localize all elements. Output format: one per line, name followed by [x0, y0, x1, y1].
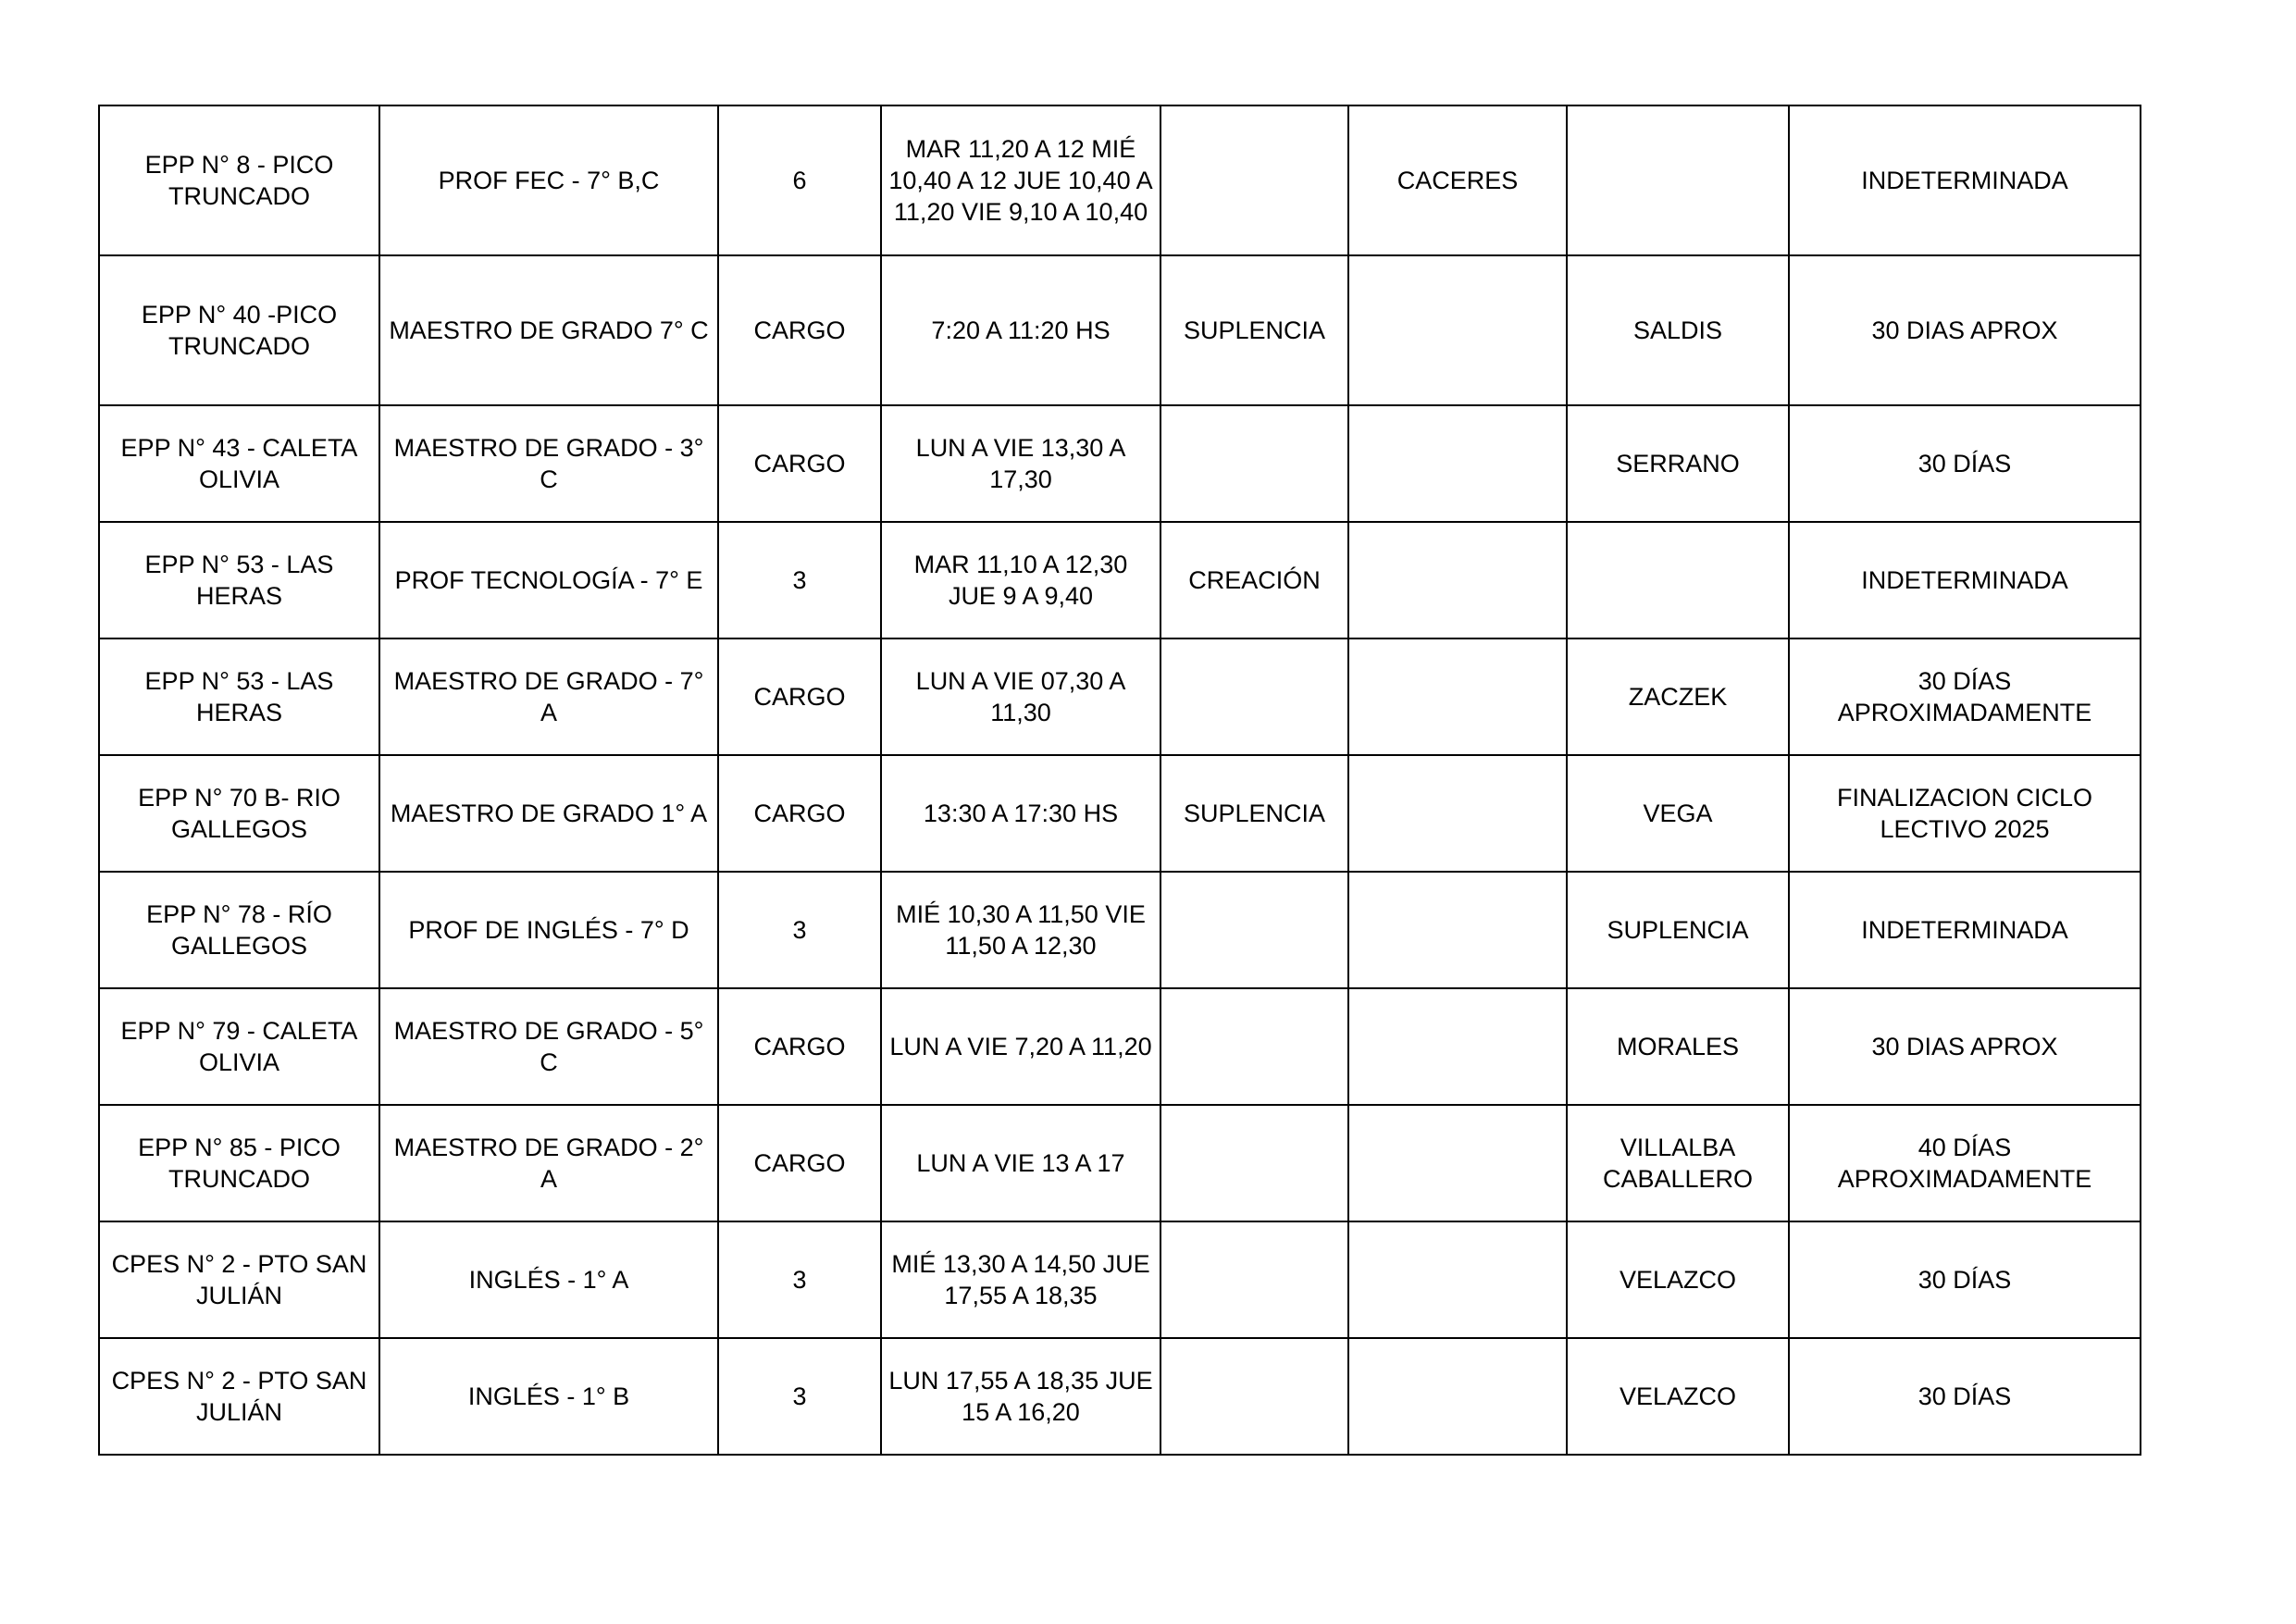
replaced-cell: VEGA: [1567, 755, 1789, 872]
type-cell: [1160, 1221, 1348, 1338]
table-row: [99, 1338, 2141, 1455]
name-cell: [1348, 872, 1567, 988]
position-cell: MAESTRO DE GRADO 1° A: [379, 755, 718, 872]
duration-cell: FINALIZACION CICLO LECTIVO 2025: [1789, 755, 2141, 872]
schedule-cell: LUN A VIE 07,30 A 11,30: [881, 638, 1160, 755]
duration-cell: 30 DIAS APROX: [1789, 255, 2141, 405]
hours-cell: 6: [718, 105, 881, 255]
table-row: [99, 255, 2141, 405]
school-cell: EPP N° 8 - PICO TRUNCADO: [99, 105, 379, 255]
table-row: [99, 755, 2141, 872]
schedule-cell: LUN A VIE 13 A 17: [881, 1105, 1160, 1221]
name-cell: [1348, 1338, 1567, 1455]
hours-cell: CARGO: [718, 405, 881, 522]
schedule-cell: LUN A VIE 13,30 A 17,30: [881, 405, 1160, 522]
hours-cell: 3: [718, 522, 881, 638]
type-cell: [1160, 105, 1348, 255]
schedule-cell: MAR 11,10 A 12,30 JUE 9 A 9,40: [881, 522, 1160, 638]
position-cell: INGLÉS - 1° A: [379, 1221, 718, 1338]
position-cell: PROF DE INGLÉS - 7° D: [379, 872, 718, 988]
position-cell: PROF FEC - 7° B,C: [379, 105, 718, 255]
hours-cell: CARGO: [718, 638, 881, 755]
duration-cell: 30 DÍAS: [1789, 405, 2141, 522]
duration-cell: 30 DÍAS APROXIMADAMENTE: [1789, 638, 2141, 755]
name-cell: [1348, 1105, 1567, 1221]
school-cell: EPP N° 53 - LAS HERAS: [99, 522, 379, 638]
school-cell: EPP N° 53 - LAS HERAS: [99, 638, 379, 755]
name-cell: [1348, 405, 1567, 522]
replaced-cell: ZACZEK: [1567, 638, 1789, 755]
name-cell: [1348, 755, 1567, 872]
hours-cell: 3: [718, 1338, 881, 1455]
name-cell: [1348, 988, 1567, 1105]
hours-cell: 3: [718, 1221, 881, 1338]
name-cell: CACERES: [1348, 105, 1567, 255]
schedule-cell: MAR 11,20 A 12 MIÉ 10,40 A 12 JUE 10,40 A 11,20 VIE 9,10 A 10,40: [881, 105, 1160, 255]
replaced-cell: [1567, 522, 1789, 638]
table-row: [99, 1105, 2141, 1221]
duration-cell: INDETERMINADA: [1789, 105, 2141, 255]
duration-cell: INDETERMINADA: [1789, 872, 2141, 988]
table-row: [99, 988, 2141, 1105]
table-row: [99, 405, 2141, 522]
hours-cell: CARGO: [718, 988, 881, 1105]
duration-cell: 40 DÍAS APROXIMADAMENTE: [1789, 1105, 2141, 1221]
vacancies-table: [98, 105, 2141, 1456]
duration-cell: INDETERMINADA: [1789, 522, 2141, 638]
name-cell: [1348, 638, 1567, 755]
table-row: [99, 522, 2141, 638]
duration-cell: 30 DÍAS: [1789, 1221, 2141, 1338]
position-cell: MAESTRO DE GRADO - 5° C: [379, 988, 718, 1105]
type-cell: SUPLENCIA: [1160, 755, 1348, 872]
name-cell: [1348, 522, 1567, 638]
replaced-cell: VELAZCO: [1567, 1221, 1789, 1338]
replaced-cell: MORALES: [1567, 988, 1789, 1105]
school-cell: EPP N° 78 - RÍO GALLEGOS: [99, 872, 379, 988]
school-cell: EPP N° 40 -PICO TRUNCADO: [99, 255, 379, 405]
school-cell: EPP N° 70 B- RIO GALLEGOS: [99, 755, 379, 872]
position-cell: MAESTRO DE GRADO 7° C: [379, 255, 718, 405]
replaced-cell: VELAZCO: [1567, 1338, 1789, 1455]
replaced-cell: [1567, 105, 1789, 255]
table-row: [99, 638, 2141, 755]
schedule-cell: MIÉ 13,30 A 14,50 JUE 17,55 A 18,35: [881, 1221, 1160, 1338]
replaced-cell: SALDIS: [1567, 255, 1789, 405]
hours-cell: CARGO: [718, 255, 881, 405]
table-row: [99, 1221, 2141, 1338]
type-cell: [1160, 988, 1348, 1105]
duration-cell: 30 DIAS APROX: [1789, 988, 2141, 1105]
school-cell: EPP N° 85 - PICO TRUNCADO: [99, 1105, 379, 1221]
hours-cell: 3: [718, 872, 881, 988]
school-cell: CPES N° 2 - PTO SAN JULIÁN: [99, 1221, 379, 1338]
position-cell: MAESTRO DE GRADO - 2° A: [379, 1105, 718, 1221]
table-row: [99, 105, 2141, 255]
replaced-cell: SERRANO: [1567, 405, 1789, 522]
type-cell: [1160, 405, 1348, 522]
position-cell: MAESTRO DE GRADO - 3° C: [379, 405, 718, 522]
type-cell: [1160, 638, 1348, 755]
hours-cell: CARGO: [718, 755, 881, 872]
schedule-cell: LUN A VIE 7,20 A 11,20: [881, 988, 1160, 1105]
school-cell: EPP N° 43 - CALETA OLIVIA: [99, 405, 379, 522]
name-cell: [1348, 255, 1567, 405]
position-cell: INGLÉS - 1° B: [379, 1338, 718, 1455]
replaced-cell: VILLALBA CABALLERO: [1567, 1105, 1789, 1221]
type-cell: [1160, 872, 1348, 988]
hours-cell: CARGO: [718, 1105, 881, 1221]
school-cell: CPES N° 2 - PTO SAN JULIÁN: [99, 1338, 379, 1455]
type-cell: CREACIÓN: [1160, 522, 1348, 638]
duration-cell: 30 DÍAS: [1789, 1338, 2141, 1455]
position-cell: MAESTRO DE GRADO - 7° A: [379, 638, 718, 755]
school-cell: EPP N° 79 - CALETA OLIVIA: [99, 988, 379, 1105]
table-row: [99, 872, 2141, 988]
name-cell: [1348, 1221, 1567, 1338]
type-cell: [1160, 1105, 1348, 1221]
replaced-cell: SUPLENCIA: [1567, 872, 1789, 988]
schedule-cell: MIÉ 10,30 A 11,50 VIE 11,50 A 12,30: [881, 872, 1160, 988]
schedule-cell: LUN 17,55 A 18,35 JUE 15 A 16,20: [881, 1338, 1160, 1455]
schedule-cell: 7:20 A 11:20 HS: [881, 255, 1160, 405]
type-cell: [1160, 1338, 1348, 1455]
type-cell: SUPLENCIA: [1160, 255, 1348, 405]
schedule-cell: 13:30 A 17:30 HS: [881, 755, 1160, 872]
position-cell: PROF TECNOLOGÍA - 7° E: [379, 522, 718, 638]
